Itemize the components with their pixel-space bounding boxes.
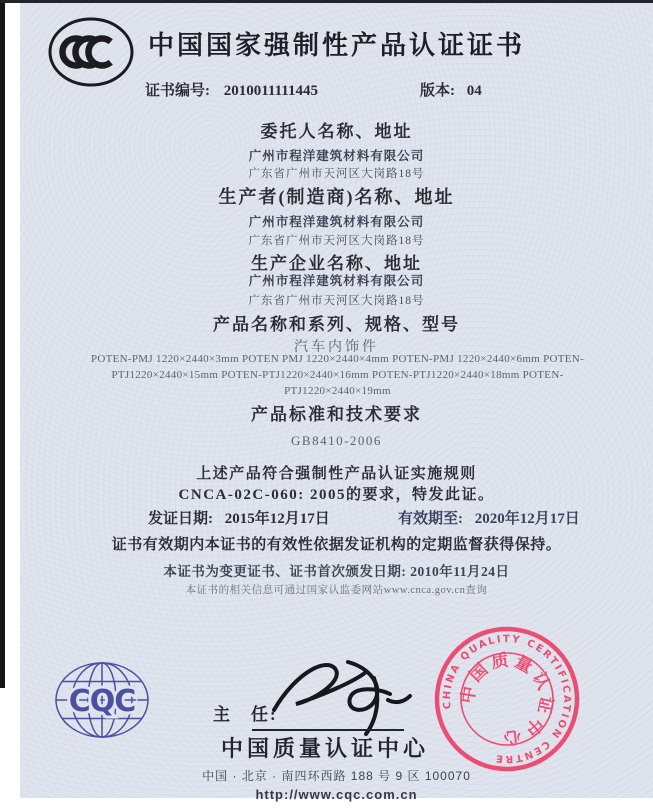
validity-note: 证书有效期内本证书的有效性依据发证机构的定期监督获得保持。: [111, 537, 562, 553]
signature-line: [252, 729, 404, 731]
dates-row: [148, 507, 580, 528]
scan-left-edge: [0, 0, 5, 688]
producer-heading: 生产者(制造商)名称、地址: [218, 187, 455, 207]
cqc-logo: [50, 658, 154, 748]
expiry-value: 2020年12月17日: [474, 511, 580, 527]
factory-name: 广州市程洋建筑材料有限公司: [248, 274, 425, 288]
standard-heading: 产品标准和技术要求: [251, 405, 422, 424]
statement-line-2: CNCA-02C-060: 2005的要求，特发此证。: [178, 487, 495, 503]
cqc-stamp: [427, 619, 587, 779]
product-heading: 产品名称和系列、规格、型号: [213, 315, 460, 334]
certificate-number-row: [145, 79, 482, 100]
issuer-address: 中国 · 北京 · 南四环西路 188 号 9 区 100070: [202, 769, 471, 783]
factory-heading: 生产企业名称、地址: [251, 254, 422, 273]
producer-name: 广州市程洋建筑材料有限公司: [248, 215, 425, 229]
query-note: 本证书的相关信息可通过国家认监委网站www.cnca.gov.cn查询: [185, 585, 488, 596]
issuer-name: 中国质量认证中心: [220, 736, 429, 761]
stamp-ring-text: CHINA QUALITY CERTIFICATION CENTRE: [441, 633, 573, 765]
applicant-address: 广东省广州市天河区大岗路18号: [248, 168, 425, 180]
scan-top-edge: [0, 0, 653, 3]
version-label: 版本:: [420, 83, 455, 99]
director-label: 主 任:: [213, 705, 278, 724]
product-models: POTEN-PMJ 1220×2440×3mm POTEN PMJ 1220×2440×4mm POTEN-PMJ 1220×2440×6mm POTEN-PTJ1220×2440×15mm POTEN-PTJ1220×2440×16mm POTEN-PTJ1220×2440×18mm POTEN-PTJ1220×2440×19mm: [90, 353, 584, 397]
cert-no-label: 证书编号:: [145, 83, 210, 99]
statement-line-1: 上述产品符合强制性产品认证实施规则: [196, 466, 477, 482]
issue-date-label: 发证日期:: [148, 511, 213, 527]
standard-value: GB8410-2006: [291, 433, 382, 448]
version-row: [420, 79, 482, 100]
director-signature: [262, 648, 422, 740]
issuer-website: http://www.cqc.com.cn: [255, 787, 418, 802]
product-name: 汽车内饰件: [294, 340, 379, 355]
stamp-inner-text: 中国质量认证中心: [457, 650, 557, 748]
expiry-row: [398, 507, 580, 528]
producer-address: 广东省广州市天河区大岗路18号: [248, 235, 425, 247]
issue-date-value: 2015年12月17日: [224, 511, 330, 527]
version-value: 04: [466, 83, 482, 99]
factory-address: 广东省广州市天河区大岗路18号: [248, 295, 425, 307]
applicant-name: 广州市程洋建筑材料有限公司: [248, 149, 425, 163]
cert-no-value: 2010011111445: [223, 83, 318, 99]
cqc-logo-text: CQC: [68, 684, 136, 719]
certificate-title: 中国国家强制性产品认证证书: [147, 31, 525, 60]
change-note: 本证书为变更证书、证书首次颁发日期: 2010年11月24日: [163, 564, 510, 579]
svg-text:CHINA QUALITY CERTIFICATION CE: [427, 619, 587, 779]
applicant-heading: 委托人名称、地址: [260, 122, 413, 141]
expiry-label: 有效期至:: [398, 511, 463, 527]
